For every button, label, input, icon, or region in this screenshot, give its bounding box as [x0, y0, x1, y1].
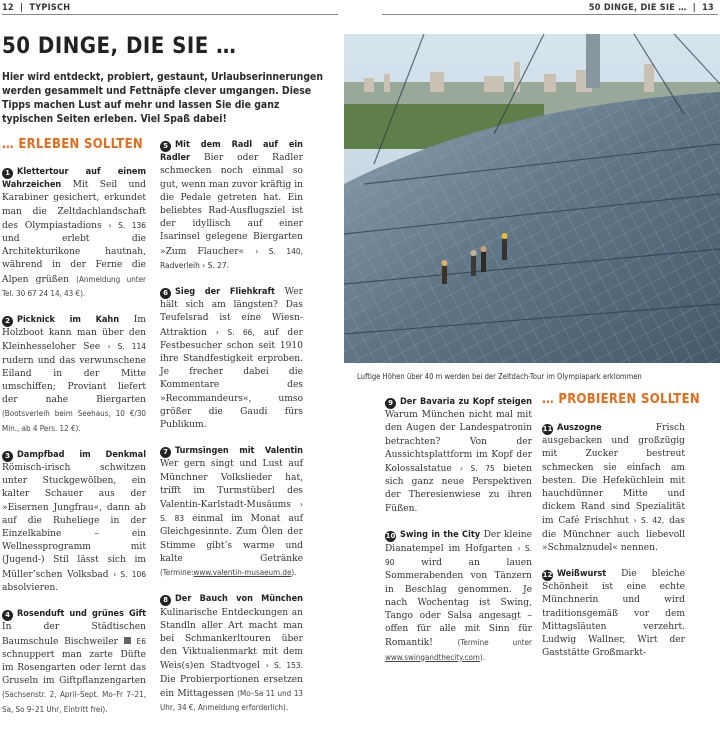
olympiapark-roof-photo — [344, 34, 720, 363]
tip-title: Auszogne — [557, 423, 602, 433]
tip-text: In der Städtischen Baumschule Bischweiler — [2, 622, 146, 647]
tip-number-badge: 8 — [160, 595, 171, 606]
page-reference: › S. 75 — [459, 463, 495, 474]
tip-text: bieten sich ganz neue Perspektiven der Theresienwiese zu ihren Füßen. — [385, 464, 532, 514]
tip-4 — [2, 608, 146, 717]
right-section-label: 50 DINGE, DIE SIE … — [588, 3, 687, 13]
tip-10 — [385, 529, 532, 665]
header-separator: | — [692, 3, 696, 13]
tip-title: Turmsingen mit Valentin — [175, 446, 303, 457]
column-1 — [2, 166, 146, 730]
page-reference: › S. 106 — [113, 568, 146, 579]
tip-details: (Mo–Sa 11 und 13 Uhr, 34 €, Anmeldung erforderlich). — [160, 688, 303, 712]
tip-number-badge: 4 — [2, 610, 13, 621]
tip-1 — [2, 166, 146, 301]
tip-title: Rosenduft und grünes Gift — [17, 609, 146, 620]
tip-number-badge: 5 — [160, 141, 171, 152]
tip-title: Der Bauch von München — [175, 594, 303, 605]
page-reference: › S. 90 — [385, 543, 532, 568]
tip-details: (Bootsverleih beim Seehaus, 10 €/30 Min., ab 4 Pers. 12 €). — [2, 409, 146, 433]
page-reference: › S. 66, — [215, 326, 255, 337]
swing-website-link[interactable]: www.swingandthecity.com — [385, 652, 480, 662]
page-reference: › S. 114 — [107, 341, 146, 352]
page-reference: › S. 136 — [108, 219, 146, 230]
tip-text: Mit Seil und Karabiner gesichert, erkundet man die Zeltdachlandschaft des Olympiastadions — [2, 180, 146, 231]
tip-11 — [542, 422, 685, 555]
column-2 — [160, 139, 303, 728]
tip-5 — [160, 139, 303, 273]
tip-number-badge: 11 — [542, 425, 553, 433]
tip-text: einmal im Monat auf Gleichgesinnte. Zum Ölen der Stimme gibt’s warme und kalte Getränke — [160, 514, 303, 564]
tip-title: Weißwurst — [557, 569, 607, 580]
tip-details-end: ). — [479, 652, 485, 662]
tip-9 — [385, 396, 532, 516]
tip-text: Die Probierportionen ersetzen ein Mittagessen — [160, 674, 303, 699]
tip-8 — [160, 593, 303, 715]
tip-text: Bier oder Radler schmecken noch einmal so gut, wenn man zuvor kräftig in die Pedale getreten hat. Ein beliebtes Rad-Ausflugsziel ist der idyllisch auf einer Isarinsel gelegene Biergarten »Zum Flaucher« — [160, 153, 303, 257]
page-title: 50 DINGE, DIE SIE … — [2, 34, 237, 59]
column-4 — [542, 422, 685, 673]
tip-text: Kulinarische Entdeckungen an Standln aller Art macht man bei Schmankerltouren über den Viktualienmarkt mit dem Weis(s)en Stadtvogel — [160, 607, 303, 672]
tip-12 — [542, 568, 685, 660]
tip-text: Wer gern singt und Lust auf Münchner Volkslieder hat, trifft im Turmstüberl des Valentin-Karlstadt-Musäums — [160, 459, 303, 511]
tip-text: Römisch-irisch schwitzen unter Stuckgewölben, ein kalter Schauer aus der »Eisernen Jungfrau«, dann ab auf die Ruheliege in der Einzelkabine – ein Wellnessprogramm mit (Jugend-) Stil lässt sich im Müller’schen Volksbad — [2, 463, 146, 580]
tip-2 — [2, 314, 146, 436]
tip-number-badge: 10 — [385, 531, 396, 540]
tip-6 — [160, 286, 303, 432]
page-reference: › S. 140, Radverleih › S. 27. — [160, 245, 303, 270]
tip-details: (Termine unter — [457, 638, 532, 648]
photo-illustration — [344, 34, 720, 363]
tip-text: Warum München nicht mal mit den Augen der Landespatronin betrachten? Von der Aussichtsplattform im Kopf der Kolossalstatue — [385, 410, 532, 475]
page-reference: › S. 153. — [265, 660, 303, 671]
left-header-rule — [2, 14, 338, 15]
left-section-label: TYPISCH — [29, 3, 71, 13]
tip-number-badge: 7 — [160, 447, 171, 458]
valentin-museum-link[interactable]: www.valentin-musaeum.de — [193, 568, 292, 578]
tip-details: (Sachsenstr. 2, April–Sept. Mo–Fr 7–21, Sa, So 9–21 Uhr, Eintritt frei). — [2, 690, 146, 714]
tip-text: und erlebt die Architekturikone hautnah, während in der Ferne die Alpen grüßen — [2, 234, 146, 285]
photo-caption: Luftige Höhen über 40 m werden bei der Zeltdach-Tour im Olympiapark erklommen — [357, 372, 642, 381]
right-header-rule — [382, 14, 718, 15]
tip-number-badge: 1 — [2, 168, 13, 179]
right-page-number: 13 — [702, 3, 714, 13]
tip-number-badge: 6 — [160, 288, 171, 299]
tip-details: (Anmeldung unter Tel. 30 67 24 14, 43 €). — [2, 274, 146, 298]
tip-details-end: ). — [291, 568, 297, 578]
tip-text: Die bleiche Schönheit ist eine echte Münchnerin und wird traditionsgemäß vor dem Mittagsläuten verzehrt. Ludwig Wallner, Wirt der Gaststätte Großmarkt- — [542, 569, 685, 659]
tip-3 — [2, 449, 146, 595]
tip-title: Klettertour auf einem Wahrzeichen — [2, 167, 146, 191]
tip-number-badge: 12 — [542, 571, 553, 580]
tip-text: wird an lauen Sommerabenden von Tänzern in Beschlag genommen. Je nach Wochentag ist Swing, Tango oder Salsa angesagt – offen für alle mit Sinn für Romantik! — [385, 558, 532, 649]
tip-text: Frisch ausgebacken und großzügig mit Zucker bestreut schmecken sie einfach am besten. Die Hefeküchlein mit hauchdünner Mitte und dickem Rand sind Spezialität im Café Frischhut — [542, 423, 685, 527]
tip-text: Der kleine Dianatempel im Hofgarten — [385, 529, 532, 555]
right-page-header — [589, 3, 714, 13]
tip-title: Picknick im Kahn — [17, 315, 120, 326]
tip-7 — [160, 445, 303, 580]
olympic-tower — [586, 34, 600, 88]
tip-number-badge: 3 — [2, 451, 13, 462]
tip-title: Mit dem Radl auf ein Radler — [160, 140, 303, 164]
tip-title: Sieg der Fliehkraft — [175, 287, 275, 298]
tip-text: das die Münchner auch liebevoll »Schmalznudel« nennen. — [542, 516, 685, 553]
section-probieren-heading: … PROBIEREN SOLLTEN — [542, 392, 700, 407]
tip-number-badge: 9 — [385, 398, 396, 409]
left-page-header — [2, 3, 70, 13]
tip-text: Wer hält sich am längsten? Das Teufelsrad ist eine Wiesn-Attraktion — [160, 287, 303, 338]
tip-details: (Termine: — [160, 568, 194, 578]
left-page-number: 12 — [2, 3, 14, 13]
tip-title: Der Bavaria zu Kopf steigen — [400, 397, 532, 407]
tip-text: rudern und das verwunschene Eiland in der Mitte umschiffen; Proviant liefert der nahe Biergarten — [2, 355, 146, 406]
header-separator: | — [20, 3, 24, 13]
tip-text: Im Holzboot kann man über den Kleinhesseloher See — [2, 315, 146, 353]
tip-title: Dampfbad im Denkmal — [17, 449, 146, 460]
page-reference: › S. 83 — [160, 499, 303, 524]
map-grid-icon — [124, 637, 131, 644]
tip-number-badge: 2 — [2, 316, 13, 327]
tip-text: absolvieren. — [2, 582, 59, 593]
tip-text: auf der Festbesucher schon seit 1910 ihre Standfestigkeit erproben. Je frecher dabei die Kommentare des »Recommandeurs«, umso größer die Gaudi fürs Publikum. — [160, 327, 303, 431]
intro-text: Hier wird entdeckt, probiert, gestaunt, Urlaubserinnerungen werden gesammelt und Fettnäpfe clever umgangen. Diese Tipps machen Lust auf mehr und lassen Sie die ganz typischen Seiten erleben. Viel Spaß dabei! — [2, 71, 324, 125]
section-erleben-heading: … ERLEBEN SOLLTEN — [2, 137, 143, 152]
tip-title: Swing in the City — [400, 529, 481, 540]
tip-text: schnuppert man zarte Düfte im Rosengarten oder lernt das Gruseln im Giftpflanzengarten — [2, 649, 146, 687]
map-grid-reference: E6 — [136, 635, 146, 646]
page-reference: › S. 42, — [633, 515, 665, 526]
column-3 — [385, 396, 532, 678]
